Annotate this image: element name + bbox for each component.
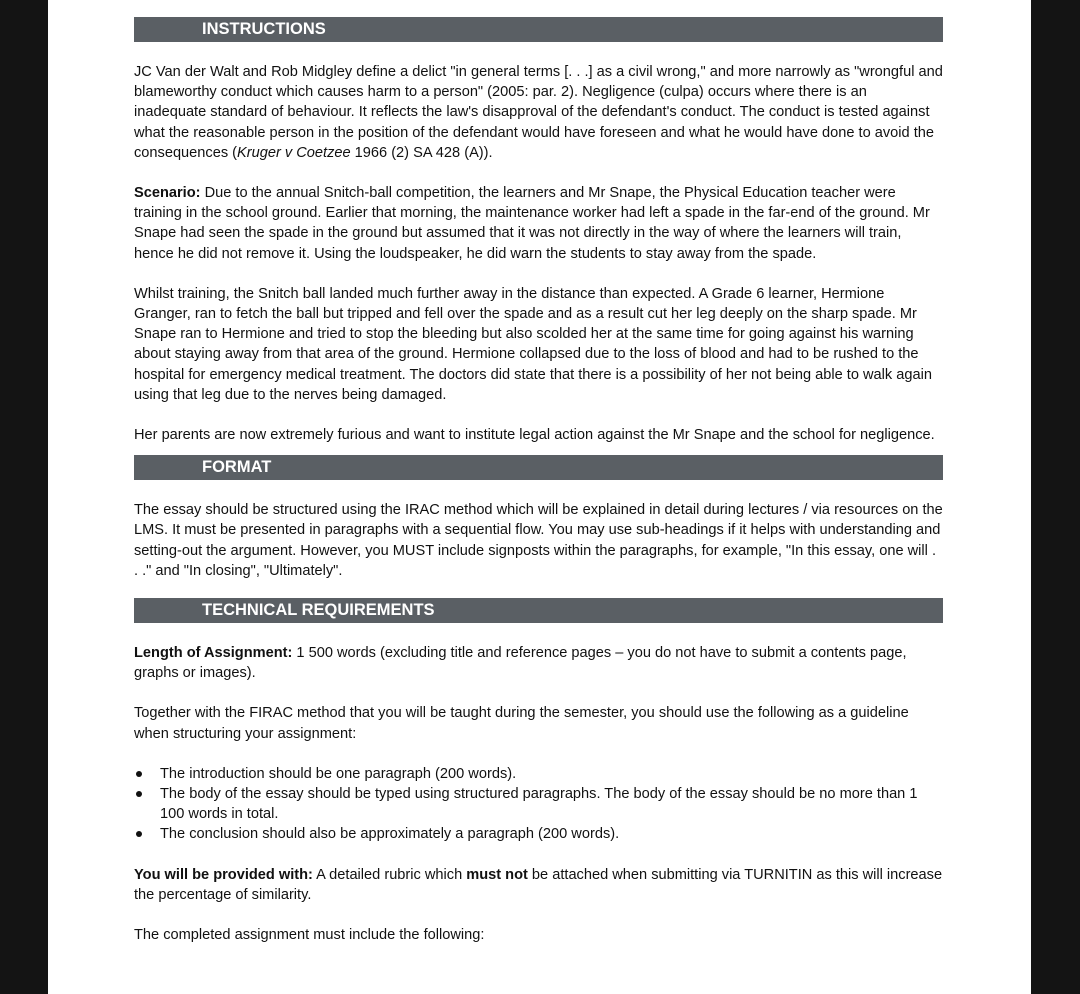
bullet-icon <box>136 831 142 837</box>
case-citation: 1966 (2) SA 428 (A)). <box>350 144 493 161</box>
bullet-icon <box>136 791 142 797</box>
bullet-text: The introduction should be one paragraph (200 words). <box>160 765 517 782</box>
training-paragraph: Whilst training, the Snitch ball landed much further away in the distance than expected. A Grade 6 learner, Hermione Granger, ran to fetch the ball but tripped and fell over the spade and as a result cut her leg deeply on the sharp spade. Mr Snape ran to Hermione and tried to stop the bleeding but also scolded her at the same time for going against his warning about staying away from that area of the ground. Hermione collapsed due to the loss of blood and had to be rushed to the hospital for emergency medical treatment. The doctors did state that there is a possibility of her not being able to walk again using that leg due to the nerves being damaged. <box>134 285 932 403</box>
intro-text: JC Van der Walt and Rob Midgley define a delict "in general terms [. . .] as a civil wrong," and more narrowly as "wrongful and blameworthy conduct which causes harm to a person" (2005: par. 2). Negligence (culpa) occurs where there is an inadequate standard of behaviour. It reflects the law's disapproval of the defendant's conduct. The conduct is tested against what the reasonable person in the position of the defendant would have foreseen and what he would have done to avoid the consequences ( <box>134 64 943 161</box>
scenario-text: Due to the annual Snitch-ball competition, the learners and Mr Snape, the Physical Education teacher were training in the school ground. Earlier that morning, the maintenance worker had left a spade in the far-end of the ground. Mr Snape had seen the spade in the ground but assumed that it was not directly in the way of where the learners will train, hence he did not remove it. Using the loudspeaker, he did warn the students to stay away from the spade. <box>134 185 930 262</box>
case-name: Kruger v Coetzee <box>237 144 351 161</box>
provided-text-end: be attached when submitting via TURNITIN as this will increase the percentage of similarity. <box>134 866 943 903</box>
provided-label: You will be provided with: <box>134 866 313 883</box>
completed-paragraph: The completed assignment must include the following: <box>134 927 485 944</box>
length-label: Length of Assignment: <box>134 645 293 662</box>
format-paragraph: The essay should be structured using the IRAC method which will be explained in detail during lectures / via resources on the LMS. It must be presented in paragraphs with a sequential flow. You may use sub-headings if it helps with understanding and setting-out the argument. However, you MUST include signposts within the paragraphs, for example, "In this essay, one will . . ." and "In closing", "Ultimately". <box>134 502 943 579</box>
bullet-icon <box>136 771 142 777</box>
scenario-label: Scenario: <box>134 185 201 202</box>
length-text: 1 500 words (excluding title and reference pages – you do not have to submit a contents page, graphs or images). <box>134 645 907 682</box>
provided-paragraph <box>134 865 943 905</box>
length-paragraph <box>134 643 943 683</box>
guideline-paragraph: Together with the FIRAC method that you will be taught during the semester, you should use the following as a guideline when structuring your assignment: <box>134 705 909 742</box>
instructions-heading: INSTRUCTIONS <box>134 17 943 42</box>
list-item <box>134 824 943 844</box>
technical-heading: TECHNICAL REQUIREMENTS <box>134 598 943 623</box>
document-page <box>48 0 1031 994</box>
intro-paragraph <box>134 62 943 163</box>
format-heading: FORMAT <box>134 455 943 480</box>
parents-paragraph: Her parents are now extremely furious and want to institute legal action against the Mr Snape and the school for negligence. <box>134 427 935 444</box>
bullet-text: The body of the essay should be typed using structured paragraphs. The body of the essay should be no more than 1 100 words in total. <box>160 786 918 823</box>
provided-text: A detailed rubric which <box>312 866 467 883</box>
provided-emphasis: must not <box>466 866 528 883</box>
document-content <box>134 17 943 945</box>
list-item <box>134 784 943 824</box>
bullet-text: The conclusion should also be approximately a paragraph (200 words). <box>160 826 620 843</box>
list-item <box>134 764 943 784</box>
structure-bullet-list <box>134 764 943 845</box>
scenario-paragraph <box>134 183 943 264</box>
